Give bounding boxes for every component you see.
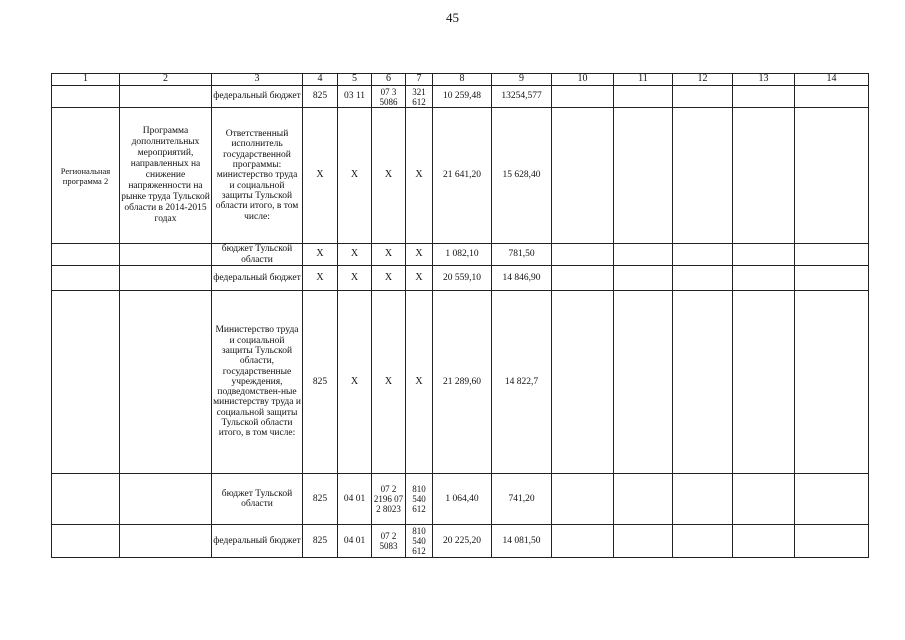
- amount-cell: 14 081,50: [492, 525, 552, 558]
- expense-type-cell: 810 540 612: [406, 474, 433, 525]
- expense-type-cell: X: [406, 266, 433, 291]
- header-cell: 10: [552, 74, 614, 86]
- header-row: [52, 74, 869, 86]
- program-name-cell: [120, 86, 212, 108]
- empty-cell: [795, 108, 869, 244]
- amount-cell: 1 082,10: [433, 244, 492, 266]
- amount-cell: 21 289,60: [433, 291, 492, 474]
- amount-cell: 781,50: [492, 244, 552, 266]
- empty-cell: [673, 244, 733, 266]
- header-cell: 11: [614, 74, 673, 86]
- empty-cell: [614, 244, 673, 266]
- program-name-cell: [120, 244, 212, 266]
- funding-source-cell: федеральный бюджет: [212, 525, 303, 558]
- expense-type-cell: X: [406, 291, 433, 474]
- section-cell: 03 11: [338, 86, 372, 108]
- empty-cell: [552, 86, 614, 108]
- amount-cell: 13254,577: [492, 86, 552, 108]
- target-item-cell: 07 3 5086: [372, 86, 406, 108]
- funding-source-cell: Ответственный исполнитель государственной программы: министерство труда и социальной защиты Тульской области итого, в том числе:: [212, 108, 303, 244]
- amount-cell: 10 259,48: [433, 86, 492, 108]
- empty-cell: [614, 291, 673, 474]
- empty-cell: [614, 266, 673, 291]
- section-cell: X: [338, 108, 372, 244]
- header-cell: 5: [338, 74, 372, 86]
- expense-type-cell: X: [406, 244, 433, 266]
- program-cell: [52, 266, 120, 291]
- target-item-cell: 07 2 5083: [372, 525, 406, 558]
- header-cell: 7: [406, 74, 433, 86]
- amount-cell: 21 641,20: [433, 108, 492, 244]
- header-cell: 9: [492, 74, 552, 86]
- section-cell: X: [338, 266, 372, 291]
- empty-cell: [795, 266, 869, 291]
- amount-cell: 14 822,7: [492, 291, 552, 474]
- page-number: 45: [446, 10, 459, 25]
- empty-cell: [552, 244, 614, 266]
- empty-cell: [552, 108, 614, 244]
- program-cell: [52, 474, 120, 525]
- program-name-cell: [120, 474, 212, 525]
- code-cell: X: [303, 108, 338, 244]
- section-cell: X: [338, 244, 372, 266]
- empty-cell: [733, 266, 795, 291]
- section-cell: 04 01: [338, 525, 372, 558]
- program-name-cell: [120, 266, 212, 291]
- code-cell: X: [303, 266, 338, 291]
- empty-cell: [795, 291, 869, 474]
- header-cell: 12: [673, 74, 733, 86]
- empty-cell: [795, 244, 869, 266]
- target-item-cell: X: [372, 266, 406, 291]
- program-name-cell: Программа дополнительных мероприятий, направленных на снижение напряженности на рынке труда Тульской области в 2014-2015 годах: [120, 108, 212, 244]
- program-name-cell: [120, 525, 212, 558]
- empty-cell: [673, 291, 733, 474]
- program-cell: [52, 525, 120, 558]
- funding-source-cell: бюджет Тульской области: [212, 244, 303, 266]
- table-row: [52, 108, 869, 244]
- target-item-cell: X: [372, 291, 406, 474]
- target-item-cell: X: [372, 244, 406, 266]
- code-cell: 825: [303, 291, 338, 474]
- header-cell: 14: [795, 74, 869, 86]
- funding-source-cell: бюджет Тульской области: [212, 474, 303, 525]
- amount-cell: 20 225,20: [433, 525, 492, 558]
- program-cell: Региональная программа 2: [52, 108, 120, 244]
- funding-source-cell: Министерство труда и социальной защиты Тульской области, государственные учреждения, подведомствен-ные министерству труда и социальной защиты Тульской области итого, в том числе:: [212, 291, 303, 474]
- empty-cell: [552, 266, 614, 291]
- empty-cell: [614, 86, 673, 108]
- header-cell: 8: [433, 74, 492, 86]
- target-item-cell: X: [372, 108, 406, 244]
- header-cell: 2: [120, 74, 212, 86]
- empty-cell: [733, 474, 795, 525]
- code-cell: 825: [303, 86, 338, 108]
- empty-cell: [673, 86, 733, 108]
- code-cell: 825: [303, 474, 338, 525]
- empty-cell: [673, 474, 733, 525]
- amount-cell: 20 559,10: [433, 266, 492, 291]
- program-name-cell: [120, 291, 212, 474]
- code-cell: 825: [303, 525, 338, 558]
- empty-cell: [795, 525, 869, 558]
- table-row: [52, 525, 869, 558]
- expense-type-cell: X: [406, 108, 433, 244]
- empty-cell: [552, 474, 614, 525]
- table-row: [52, 291, 869, 474]
- empty-cell: [673, 525, 733, 558]
- empty-cell: [552, 291, 614, 474]
- empty-cell: [733, 525, 795, 558]
- empty-cell: [614, 108, 673, 244]
- table-row: [52, 266, 869, 291]
- empty-cell: [673, 266, 733, 291]
- target-item-cell: 07 2 2196 07 2 8023: [372, 474, 406, 525]
- header-cell: 4: [303, 74, 338, 86]
- expense-type-cell: 810 540 612: [406, 525, 433, 558]
- empty-cell: [552, 525, 614, 558]
- amount-cell: 741,20: [492, 474, 552, 525]
- table-row: [52, 86, 869, 108]
- table-row: [52, 244, 869, 266]
- header-cell: 3: [212, 74, 303, 86]
- empty-cell: [795, 474, 869, 525]
- empty-cell: [733, 86, 795, 108]
- section-cell: 04 01: [338, 474, 372, 525]
- budget-table: [51, 73, 869, 558]
- empty-cell: [614, 474, 673, 525]
- program-cell: [52, 291, 120, 474]
- header-cell: 13: [733, 74, 795, 86]
- program-cell: [52, 244, 120, 266]
- funding-source-cell: федеральный бюджет: [212, 266, 303, 291]
- section-cell: X: [338, 291, 372, 474]
- amount-cell: 15 628,40: [492, 108, 552, 244]
- empty-cell: [795, 86, 869, 108]
- expense-type-cell: 321 612: [406, 86, 433, 108]
- code-cell: X: [303, 244, 338, 266]
- table-row: [52, 474, 869, 525]
- funding-source-cell: федеральный бюджет: [212, 86, 303, 108]
- empty-cell: [673, 108, 733, 244]
- program-cell: [52, 86, 120, 108]
- empty-cell: [733, 244, 795, 266]
- empty-cell: [614, 525, 673, 558]
- empty-cell: [733, 291, 795, 474]
- header-cell: 6: [372, 74, 406, 86]
- header-cell: 1: [52, 74, 120, 86]
- amount-cell: 14 846,90: [492, 266, 552, 291]
- empty-cell: [733, 108, 795, 244]
- amount-cell: 1 064,40: [433, 474, 492, 525]
